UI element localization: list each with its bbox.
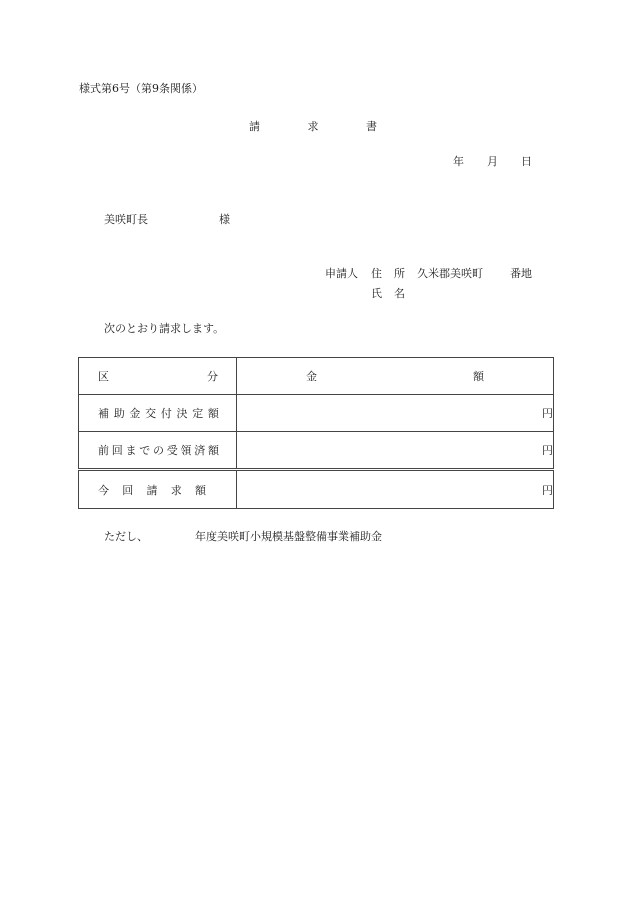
header-category-char: 区 <box>98 370 109 383</box>
row-label-char: 定 <box>192 407 204 420</box>
row-label-char: ま <box>125 444 137 457</box>
title-char: 請 <box>249 120 260 133</box>
row-label-char: の <box>153 444 164 457</box>
row-label-char: 交 <box>145 407 157 420</box>
name-label <box>371 288 405 299</box>
intro-text: 次のとおり請求します。 <box>104 322 225 335</box>
table-row <box>79 395 554 432</box>
yen-unit: 円 <box>542 444 553 457</box>
yen-unit: 円 <box>542 407 553 420</box>
title-char: 求 <box>307 120 319 133</box>
header-amount-cell <box>237 358 554 395</box>
row-label-char: 助 <box>113 407 125 420</box>
claim-table <box>78 357 554 509</box>
header-category-cell <box>79 358 237 395</box>
row-label-char: 金 <box>129 407 141 420</box>
row-label-cell <box>79 395 237 432</box>
note-text: 年度美咲町小規模基盤整備事業補助金 <box>195 530 382 543</box>
table-header-row <box>79 358 554 395</box>
date-year-label: 年 <box>453 155 464 168</box>
table-row <box>79 432 554 470</box>
amount-cell[interactable] <box>237 432 554 470</box>
row-label-char: 回 <box>111 444 123 457</box>
row-label-char: 済 <box>194 444 206 457</box>
row-label-char: 額 <box>207 407 219 420</box>
title-char: 書 <box>366 120 377 133</box>
header-amount-char: 額 <box>473 370 484 383</box>
date-month-label: 月 <box>487 155 498 168</box>
address-value: 久米郡美咲町 <box>417 267 483 280</box>
row-label-char: 決 <box>176 407 188 420</box>
row-label-char: 求 <box>170 483 182 497</box>
addressee-honorific: 様 <box>219 213 230 226</box>
row-label-cell <box>79 470 237 509</box>
header-amount-char: 金 <box>306 370 317 383</box>
form-number: 様式第6号（第9条関係） <box>79 82 203 95</box>
document-title <box>249 121 377 132</box>
name-label-char: 名 <box>394 287 405 300</box>
row-label-cell <box>79 432 237 470</box>
date-line <box>453 156 532 167</box>
lot-number-label: 番地 <box>510 267 532 280</box>
row-label-char: 今 <box>98 483 109 497</box>
addressee-name: 美咲町長 <box>104 213 148 226</box>
address-label-char: 所 <box>394 267 405 280</box>
address-label <box>371 268 405 279</box>
amount-cell[interactable] <box>237 395 554 432</box>
row-label-char: 額 <box>195 483 206 497</box>
amount-cell[interactable] <box>237 470 554 509</box>
note-prefix: ただし、 <box>104 530 148 543</box>
row-label-char: 領 <box>180 444 192 457</box>
row-label-char: 受 <box>166 444 178 457</box>
table-row <box>79 470 554 509</box>
row-label-char: 請 <box>146 483 158 497</box>
row-label-char: で <box>139 444 151 457</box>
row-label-char: 回 <box>122 483 134 497</box>
address-label-char: 住 <box>371 267 382 280</box>
name-label-char: 氏 <box>371 287 382 300</box>
date-day-label: 日 <box>521 155 532 168</box>
row-label-char: 額 <box>208 444 219 457</box>
row-label-char: 付 <box>160 407 172 420</box>
row-label-char: 前 <box>98 444 109 457</box>
applicant-role: 申請人 <box>325 267 358 280</box>
yen-unit: 円 <box>542 483 553 497</box>
row-label-char: 補 <box>98 407 109 420</box>
header-category-char: 分 <box>207 370 218 383</box>
